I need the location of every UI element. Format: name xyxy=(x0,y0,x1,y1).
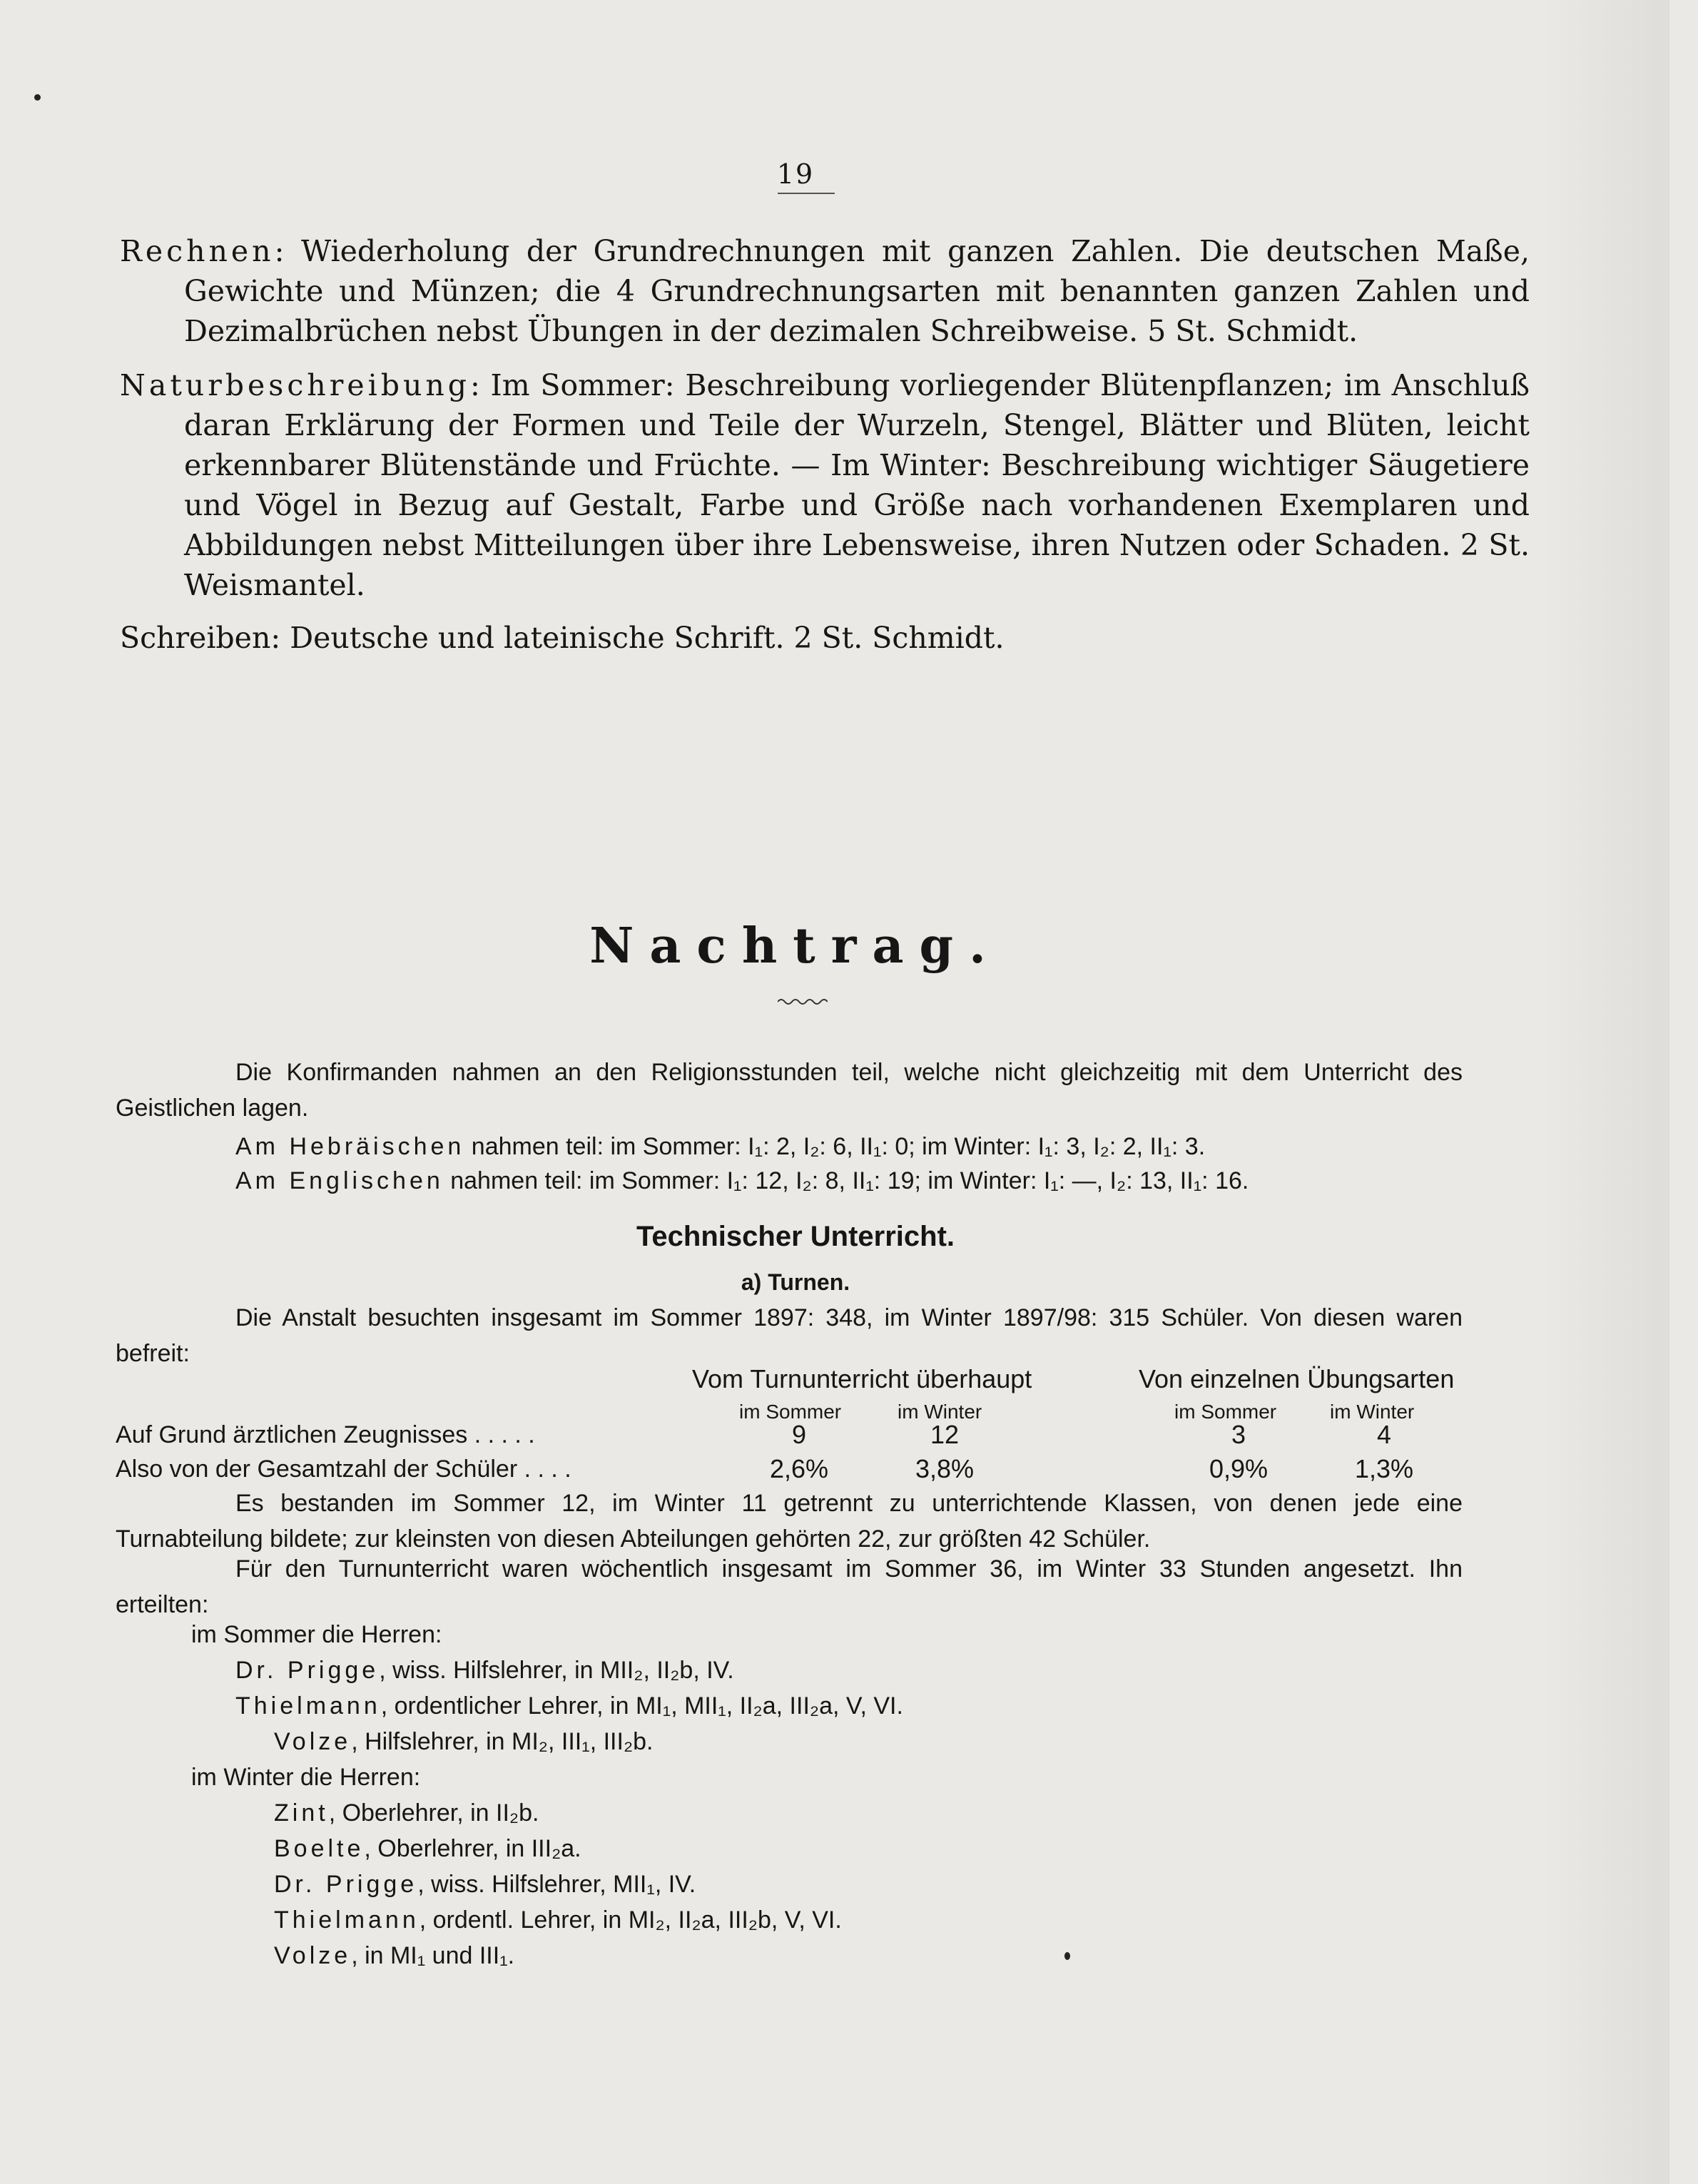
winter-teacher xyxy=(274,1902,842,1938)
teacher-details: , ordentlicher Lehrer, in MI₁, MII₁, II₂a, III₂a, V, VI. xyxy=(380,1692,903,1720)
turnen-subheading: a) Turnen. xyxy=(741,1269,850,1295)
ink-speck xyxy=(1064,1952,1070,1960)
teacher-details: , Oberlehrer, in III₂a. xyxy=(364,1835,581,1862)
technischer-heading: Technischer Unterricht. xyxy=(636,1221,955,1252)
page-number-rule xyxy=(778,193,835,194)
table-cell: 12 xyxy=(930,1420,960,1449)
table-cell: 9 xyxy=(791,1420,807,1449)
winter-teacher xyxy=(274,1938,514,1974)
hours-paragraph: Für den Turnunterricht waren wöchentlich insgesamt im Sommer 36, im Winter 33 Stunden angesetzt. Ihn erteilten: xyxy=(116,1555,1463,1618)
table-cell: 1,3% xyxy=(1354,1454,1414,1483)
nachtrag-intro: Die Konfirmanden nahmen an den Religionsstunden teil, welche nicht gleichzeitig mit dem Unterricht des Geistlichen lagen. xyxy=(116,1059,1463,1122)
table-cell: 0,9% xyxy=(1209,1454,1269,1483)
teacher-name: Dr. Prigge xyxy=(235,1657,380,1684)
hebrew-label: Am Hebräischen xyxy=(235,1133,465,1160)
english-label: Am Englischen xyxy=(235,1167,444,1194)
winter-label: im Winter die Herren: xyxy=(191,1764,421,1791)
teacher-details: , in MI₁ und III₁. xyxy=(351,1942,515,1969)
bleed-through-shadow xyxy=(1541,0,1669,2184)
winter-teacher xyxy=(274,1866,696,1902)
table-group-turnunterricht: Vom Turnunterricht überhaupt xyxy=(692,1364,1032,1393)
curriculum-naturbeschreibung xyxy=(120,365,1530,605)
summer-teacher xyxy=(235,1688,903,1724)
summer-label: im Sommer die Herren: xyxy=(191,1621,442,1648)
hebrew-text: nahmen teil: im Sommer: I₁: 2, I₂: 6, II₁: 0; im Winter: I₁: 3, I₂: 2, II₁: 3. xyxy=(471,1133,1206,1160)
teacher-name: Zint xyxy=(274,1799,329,1827)
ink-speck xyxy=(34,94,41,101)
subject-label: Naturbeschreibung xyxy=(120,368,470,402)
teacher-name: Volze xyxy=(274,1728,352,1755)
teacher-details: , wiss. Hilfslehrer, MII₁, IV. xyxy=(417,1871,696,1898)
table-row-label: Auf Grund ärztlichen Zeugnisses . . . . . xyxy=(116,1421,535,1448)
winter-teacher xyxy=(274,1831,581,1866)
teacher-details: , Oberlehrer, in II₂b. xyxy=(328,1799,539,1827)
visits-paragraph: Die Anstalt besuchten insgesamt im Sommer 1897: 348, im Winter 1897/98: 315 Schüler. Von diesen waren befreit: xyxy=(116,1304,1463,1367)
english-text: nahmen teil: im Sommer: I₁: 12, I₂: 8, II₁: 19; im Winter: I₁: —, I₂: 13, II₁: 16. xyxy=(450,1167,1249,1194)
nachtrag-title: Nachtrag. xyxy=(589,918,1002,975)
teacher-name: Thielmann xyxy=(274,1906,420,1934)
teacher-name: Dr. Prigge xyxy=(274,1871,418,1898)
table-cell: 4 xyxy=(1376,1420,1392,1449)
table-group-uebungsarten: Von einzelnen Übungsarten xyxy=(1139,1364,1455,1393)
title-squiggle-ornament xyxy=(778,997,828,1006)
table-row-label: Also von der Gesamtzahl der Schüler . . . . xyxy=(116,1456,571,1483)
table-cell: 2,6% xyxy=(769,1454,829,1483)
table-sub-winter-2: im Winter xyxy=(1330,1401,1415,1423)
summer-teacher xyxy=(235,1652,734,1688)
table-cell: 3 xyxy=(1231,1420,1246,1449)
teacher-details: , wiss. Hilfslehrer, in MII₂, II₂b, IV. xyxy=(379,1657,734,1684)
teacher-details: , ordentl. Lehrer, in MI₂, II₂a, III₂b, V, VI. xyxy=(419,1906,842,1934)
english-line xyxy=(235,1163,1249,1199)
curriculum-rechnen xyxy=(120,231,1530,351)
hebrew-line xyxy=(235,1129,1205,1164)
table-sub-winter-1: im Winter xyxy=(898,1401,982,1423)
teacher-name: Thielmann xyxy=(235,1692,381,1720)
page-number: 19 xyxy=(776,158,815,190)
curriculum-schreiben xyxy=(120,618,1530,658)
table-sub-sommer-1: im Sommer xyxy=(739,1401,842,1423)
summer-teacher xyxy=(274,1724,654,1759)
subject-label: Schreiben xyxy=(120,621,271,655)
classes-paragraph: Es bestanden im Sommer 12, im Winter 11 getrennt zu unterrichtende Klassen, von denen jede eine Turnabteilung bildete; zur kleinsten von diesen Abteilungen gehörten 22, zur größten 42 Schüler. xyxy=(116,1490,1463,1553)
subject-text: : Im Sommer: Beschreibung vorliegender Blütenpflanzen; im Anschluß daran Erklärung der Formen und Teile der Wurzeln, Stengel, Blätter und Blüten, leicht erkennbarer Blütenstände und Früchte. — Im Winter: Beschreibung wichtiger Säugetiere und Vögel in Bezug auf Gestalt, Farbe und Größe nach vorhandenen Exemplaren und Abbildungen nebst Mitteilungen über ihre Lebensweise, ihren Nutzen oder Schaden. 2 St. Weismantel. xyxy=(184,368,1530,602)
teacher-name: Volze xyxy=(274,1942,352,1969)
table-sub-sommer-2: im Sommer xyxy=(1174,1401,1277,1423)
subject-text: : Deutsche und lateinische Schrift. 2 St. Schmidt. xyxy=(270,621,1005,655)
winter-teacher xyxy=(274,1795,539,1831)
teacher-name: Boelte xyxy=(274,1835,365,1862)
subject-text: : Wiederholung der Grundrechnungen mit ganzen Zahlen. Die deutschen Maße, Gewichte und Münzen; die 4 Grundrechnungsarten mit benannten ganzen Zahlen und Dezimalbrüchen nebst Übungen in der dezimalen Schreibweise. 5 St. Schmidt. xyxy=(184,234,1530,348)
subject-label: Rechnen xyxy=(120,234,275,268)
table-cell: 3,8% xyxy=(915,1454,975,1483)
teacher-details: , Hilfslehrer, in MI₂, III₁, III₂b. xyxy=(351,1728,654,1755)
